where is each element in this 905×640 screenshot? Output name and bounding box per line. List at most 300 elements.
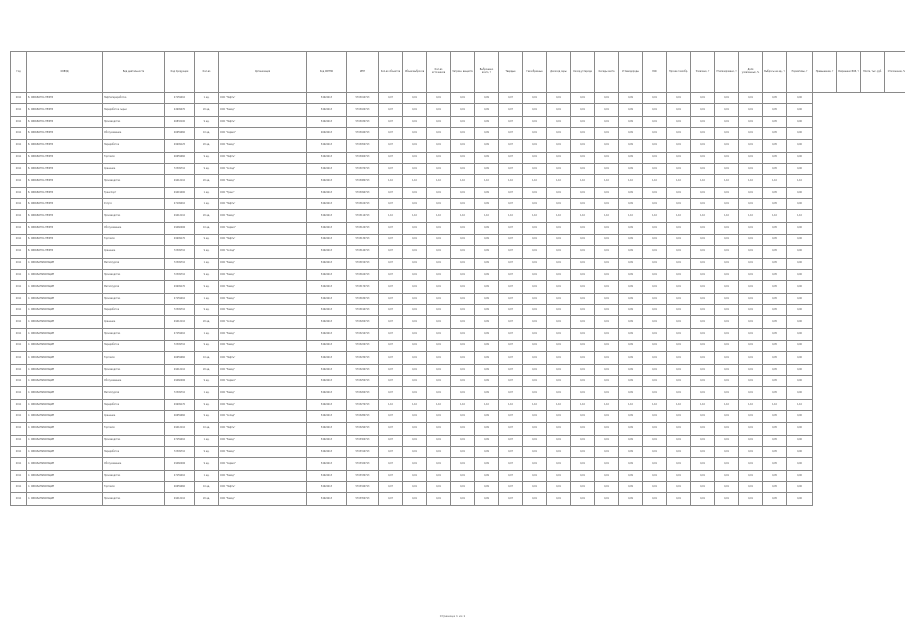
table-cell: 0,07 xyxy=(379,294,403,305)
table-cell: 0,01 xyxy=(403,446,427,457)
table-cell: ООО "Завод" xyxy=(219,446,307,457)
table-cell: 1,10 xyxy=(595,400,619,411)
table-cell: 0,01 xyxy=(571,316,595,329)
table-cell: 1,10 xyxy=(403,210,427,223)
column-header: Уловлено, т xyxy=(691,52,715,93)
table-cell: 0,09 xyxy=(619,446,643,457)
table-cell: 0,01 xyxy=(547,294,571,305)
table-row xyxy=(11,305,905,316)
table-cell: 1,10 xyxy=(715,174,739,187)
table-cell: 0,01 xyxy=(523,93,547,104)
table-cell: 5703239713 xyxy=(347,351,379,364)
table-cell: 2011 xyxy=(11,329,27,340)
table-cell: 72309710 xyxy=(165,245,195,258)
table-cell: 0,07 xyxy=(379,351,403,364)
table-cell: 0,01 xyxy=(571,376,595,387)
table-cell: 0,01 xyxy=(715,258,739,269)
table-cell: 2011 xyxy=(11,400,27,411)
table-cell: ООО "Завод" xyxy=(219,329,307,340)
table-cell: 0,01 xyxy=(451,482,475,493)
table-cell: ООО "Нефть" xyxy=(219,117,307,128)
table-cell: 1,10 xyxy=(499,174,523,187)
table-cell: 0,01 xyxy=(739,258,763,269)
table-cell: 1,10 xyxy=(475,210,499,223)
table-cell: 1,10 xyxy=(427,400,451,411)
column-header: Разрешено ВСВ, т xyxy=(837,52,861,93)
table-cell: 0,01 xyxy=(643,234,667,245)
table-cell: 0,01 xyxy=(523,470,547,481)
table-cell: 0,00 xyxy=(787,482,813,493)
table-cell: 0,01 xyxy=(739,340,763,351)
table-cell: 0,09 xyxy=(619,258,643,269)
table-cell: 0,01 xyxy=(667,139,691,152)
table-cell: 0,01 xyxy=(523,234,547,245)
table-cell: 0,01 xyxy=(547,163,571,174)
table-row xyxy=(11,422,905,435)
table-cell: 47159010 xyxy=(165,470,195,481)
table-cell: С. ОБРАБАТЫВАЮЩИЕ xyxy=(27,482,103,493)
table-cell: 49412110 xyxy=(165,174,195,187)
table-cell: 0,01 xyxy=(667,387,691,400)
table-cell: 49412110 xyxy=(165,364,195,375)
table-cell: 5703179713 xyxy=(347,281,379,294)
table-row xyxy=(11,329,905,340)
table-cell: 0,07 xyxy=(499,281,523,294)
table-cell: 54624413 xyxy=(307,457,347,470)
table-cell: 0,01 xyxy=(595,104,619,117)
table-cell: 72309710 xyxy=(165,340,195,351)
table-cell: 0,01 xyxy=(427,104,451,117)
table-cell: 0,01 xyxy=(523,187,547,198)
table-cell: 9 ед. xyxy=(195,457,219,470)
table-cell: 0,07 xyxy=(499,387,523,400)
table-cell: 0,01 xyxy=(667,163,691,174)
table-cell: 0,01 xyxy=(547,493,571,506)
table-cell: 0,01 xyxy=(691,269,715,280)
table-cell: Б. ОБРАБОТКА НЕФТИ xyxy=(27,210,103,223)
table-cell: 0,01 xyxy=(547,411,571,422)
table-cell: 5703289713 xyxy=(347,411,379,422)
table-cell: 0,09 xyxy=(619,245,643,258)
table-cell: 0,09 xyxy=(475,351,499,364)
table-cell: 0,01 xyxy=(523,199,547,210)
table-cell: 0,07 xyxy=(379,152,403,163)
table-cell: 0,01 xyxy=(571,281,595,294)
table-cell: Переработка xyxy=(103,400,165,411)
table-cell: 0,01 xyxy=(739,245,763,258)
table-row xyxy=(11,258,905,269)
table-cell: 0,01 xyxy=(595,305,619,316)
table-cell: 0,01 xyxy=(595,294,619,305)
table-cell: 0,01 xyxy=(571,187,595,198)
table-cell: 5703129713 xyxy=(347,223,379,234)
table-row xyxy=(11,482,905,493)
table-cell: ООО "Транс" xyxy=(219,187,307,198)
table-cell: ООО "Завод" xyxy=(219,294,307,305)
table-cell: 5703219713 xyxy=(347,329,379,340)
table-cell: 0,01 xyxy=(739,117,763,128)
table-cell: 0,09 xyxy=(475,376,499,387)
table-cell: 0,01 xyxy=(427,316,451,329)
table-cell: 0,01 xyxy=(715,422,739,435)
table-cell: 0,01 xyxy=(403,340,427,351)
table-cell: 0,01 xyxy=(427,128,451,139)
table-cell: 2011 xyxy=(11,139,27,152)
column-header: ОКВЭД xyxy=(27,52,103,93)
table-cell: 2011 xyxy=(11,281,27,294)
table-cell: Производство xyxy=(103,493,165,506)
table-cell: 0,01 xyxy=(427,294,451,305)
table-cell: 0,01 xyxy=(571,435,595,446)
table-cell: 1,10 xyxy=(571,174,595,187)
table-row xyxy=(11,281,905,294)
table-cell: 0,01 xyxy=(595,411,619,422)
table-cell: 5703329713 xyxy=(347,457,379,470)
table-cell: 0,05 xyxy=(763,187,787,198)
table-cell: 0,01 xyxy=(451,234,475,245)
table-cell: 0,01 xyxy=(451,269,475,280)
table-cell: 0,01 xyxy=(403,139,427,152)
table-cell: 0,00 xyxy=(787,422,813,435)
table-cell: ООО "Склад" xyxy=(219,245,307,258)
table-cell: 0,01 xyxy=(523,294,547,305)
table-cell: 5703089713 xyxy=(347,174,379,187)
table-cell: 10 ед. xyxy=(195,482,219,493)
table-cell: 1,10 xyxy=(715,400,739,411)
table-cell: 54624413 xyxy=(307,93,347,104)
table-cell: Переработка xyxy=(103,139,165,152)
table-cell: 0,01 xyxy=(451,305,475,316)
table-cell: 1,10 xyxy=(451,174,475,187)
table-cell: 0,09 xyxy=(619,93,643,104)
table-cell: Обслуживание xyxy=(103,223,165,234)
table-cell: 0,01 xyxy=(715,364,739,375)
table-cell: 0,01 xyxy=(691,187,715,198)
table-cell: 0,05 xyxy=(763,316,787,329)
table-cell: 0,01 xyxy=(427,258,451,269)
table-cell: 0,01 xyxy=(691,470,715,481)
table-cell: 0,00 xyxy=(787,245,813,258)
table-cell: 0,01 xyxy=(523,117,547,128)
table-cell: 0,01 xyxy=(547,422,571,435)
table-cell: 1,10 xyxy=(403,174,427,187)
table-cell: 0,01 xyxy=(643,435,667,446)
table-cell: 0,01 xyxy=(595,329,619,340)
table-cell: 0,01 xyxy=(523,104,547,117)
table-cell: 2011 xyxy=(11,493,27,506)
column-header: ЛОС xyxy=(643,52,667,93)
table-cell: 0,01 xyxy=(403,351,427,364)
table-cell: 46659960 xyxy=(165,351,195,364)
table-cell: 0,09 xyxy=(619,199,643,210)
table-cell: С. ОБРАБАТЫВАЮЩИЕ xyxy=(27,294,103,305)
table-cell: 0,01 xyxy=(667,446,691,457)
table-cell: 5703309713 xyxy=(347,435,379,446)
table-cell: 0,09 xyxy=(475,245,499,258)
table-cell: 0,01 xyxy=(739,316,763,329)
table-row xyxy=(11,435,905,446)
table-cell: 0,01 xyxy=(691,422,715,435)
table-cell: 5703229713 xyxy=(347,340,379,351)
column-header: Нормативы, т xyxy=(787,52,813,93)
table-cell: 0,01 xyxy=(643,104,667,117)
table-cell: С. ОБРАБАТЫВАЮЩИЕ xyxy=(27,329,103,340)
table-cell: 0,09 xyxy=(619,294,643,305)
table-cell: 0,01 xyxy=(571,269,595,280)
table-cell: ООО "Завод" xyxy=(219,305,307,316)
table-cell: 0,01 xyxy=(715,269,739,280)
table-cell: 0,01 xyxy=(451,422,475,435)
table-cell: 0,01 xyxy=(643,269,667,280)
table-cell: С. ОБРАБАТЫВАЮЩИЕ xyxy=(27,305,103,316)
table-cell: 0,05 xyxy=(763,351,787,364)
table-cell: С. ОБРАБАТЫВАЮЩИЕ xyxy=(27,435,103,446)
table-cell: 54624413 xyxy=(307,174,347,187)
table-cell: 0,01 xyxy=(595,245,619,258)
table-cell: 0,01 xyxy=(715,104,739,117)
table-cell: 0,01 xyxy=(451,364,475,375)
table-cell: 0,07 xyxy=(499,364,523,375)
table-cell: 0,01 xyxy=(715,187,739,198)
table-cell: 0,01 xyxy=(691,199,715,210)
table-cell: 0,01 xyxy=(667,457,691,470)
table-cell: 0,09 xyxy=(475,104,499,117)
data-table xyxy=(10,51,905,506)
table-cell: 0,01 xyxy=(643,493,667,506)
table-cell: 0,01 xyxy=(691,128,715,139)
table-cell: ООО "Завод" xyxy=(219,139,307,152)
table-cell: 0,01 xyxy=(451,245,475,258)
table-cell: 0,09 xyxy=(619,482,643,493)
table-cell: ООО "Сервис" xyxy=(219,223,307,234)
table-cell: 0,07 xyxy=(379,457,403,470)
table-cell: 1,10 xyxy=(619,174,643,187)
table-cell: 5703139713 xyxy=(347,234,379,245)
table-cell: 47159010 xyxy=(165,329,195,340)
table-cell: 1,10 xyxy=(475,174,499,187)
table-cell: 0,01 xyxy=(571,199,595,210)
table-cell: 0,01 xyxy=(427,139,451,152)
table-cell: 0,01 xyxy=(547,199,571,210)
table-cell: 0,01 xyxy=(571,364,595,375)
table-row xyxy=(11,376,905,387)
table-cell: 2011 xyxy=(11,258,27,269)
table-cell: С. ОБРАБАТЫВАЮЩИЕ xyxy=(27,364,103,375)
table-cell: 0,07 xyxy=(499,351,523,364)
table-cell: 0,07 xyxy=(379,376,403,387)
table-cell: 0,00 xyxy=(787,364,813,375)
table-cell: 2011 xyxy=(11,269,27,280)
table-cell: 0,00 xyxy=(787,152,813,163)
table-cell: 0,01 xyxy=(643,305,667,316)
table-cell: 20 ед. xyxy=(195,139,219,152)
column-header: Твердые xyxy=(499,52,523,93)
table-cell: 0,05 xyxy=(763,199,787,210)
table-cell: 0,01 xyxy=(643,294,667,305)
table-row xyxy=(11,316,905,329)
column-header: Прочие газообр. xyxy=(667,52,691,93)
table-cell: 0,09 xyxy=(475,294,499,305)
table-cell: 0,01 xyxy=(739,187,763,198)
table-cell: 0,07 xyxy=(379,316,403,329)
table-cell: 0,01 xyxy=(403,117,427,128)
table-cell: 0,01 xyxy=(547,435,571,446)
table-cell: 1,10 xyxy=(523,210,547,223)
table-cell: С. ОБРАБАТЫВАЮЩИЕ xyxy=(27,376,103,387)
table-cell: 0,09 xyxy=(619,411,643,422)
table-cell: 29460006 xyxy=(165,457,195,470)
table-cell: 0,01 xyxy=(547,139,571,152)
table-cell: 54624413 xyxy=(307,210,347,223)
table-cell: 2011 xyxy=(11,446,27,457)
table-cell: 0,09 xyxy=(475,128,499,139)
table-cell: 1,10 xyxy=(499,210,523,223)
table-cell: 0,00 xyxy=(787,187,813,198)
table-cell: 0,01 xyxy=(667,316,691,329)
table-cell: 0,01 xyxy=(547,329,571,340)
table-cell: 0,01 xyxy=(691,376,715,387)
table-cell: 0,09 xyxy=(475,234,499,245)
table-cell: С. ОБРАБАТЫВАЮЩИЕ xyxy=(27,258,103,269)
table-cell: 54624413 xyxy=(307,258,347,269)
table-cell: 0,01 xyxy=(427,281,451,294)
table-cell: Б. ОБРАБОТКА НЕФТИ xyxy=(27,187,103,198)
table-cell: 2011 xyxy=(11,376,27,387)
table-row xyxy=(11,457,905,470)
table-cell: 2011 xyxy=(11,422,27,435)
table-cell: 0,01 xyxy=(595,152,619,163)
table-cell: 0,05 xyxy=(763,457,787,470)
table-cell: 0,01 xyxy=(739,93,763,104)
table-cell: 0,09 xyxy=(619,364,643,375)
table-cell: 0,01 xyxy=(691,387,715,400)
table-cell: 54624413 xyxy=(307,245,347,258)
table-cell: 0,01 xyxy=(715,457,739,470)
table-cell: 0,00 xyxy=(787,329,813,340)
table-cell: 0,01 xyxy=(427,163,451,174)
table-cell: 0,01 xyxy=(715,305,739,316)
table-cell: 0,00 xyxy=(787,117,813,128)
column-header: Объем выбросов xyxy=(403,52,427,93)
table-cell: 2011 xyxy=(11,93,27,104)
table-cell: 1,10 xyxy=(523,174,547,187)
table-cell: 0,01 xyxy=(571,493,595,506)
table-cell: 0,01 xyxy=(595,387,619,400)
table-cell: 2011 xyxy=(11,316,27,329)
table-cell: С. ОБРАБАТЫВАЮЩИЕ xyxy=(27,340,103,351)
table-cell: 0,00 xyxy=(787,93,813,104)
table-cell: 0,01 xyxy=(715,281,739,294)
table-cell: 0,07 xyxy=(499,234,523,245)
table-cell: 9 ед. xyxy=(195,281,219,294)
table-cell: 0,07 xyxy=(499,223,523,234)
table-cell: 0,01 xyxy=(691,258,715,269)
table-cell: 0,01 xyxy=(667,245,691,258)
table-cell: 0,09 xyxy=(619,104,643,117)
table-row xyxy=(11,93,905,104)
table-cell: 0,01 xyxy=(571,329,595,340)
table-cell: 0,01 xyxy=(451,493,475,506)
table-header-row xyxy=(11,52,905,93)
table-cell: 0,01 xyxy=(523,376,547,387)
table-cell: ООО "Сервис" xyxy=(219,457,307,470)
table-row xyxy=(11,245,905,258)
table-cell: 0,05 xyxy=(763,376,787,387)
table-cell: 0,01 xyxy=(403,163,427,174)
table-cell: 0,09 xyxy=(619,340,643,351)
table-cell: 0,01 xyxy=(523,245,547,258)
table-cell: 0,01 xyxy=(547,470,571,481)
table-cell: 0,01 xyxy=(667,152,691,163)
table-cell: 0,01 xyxy=(451,351,475,364)
table-cell: 0,00 xyxy=(787,223,813,234)
table-cell: 0,01 xyxy=(403,294,427,305)
column-header: Отклонение, % xyxy=(885,52,905,93)
table-cell: 49999170 xyxy=(165,400,195,411)
table-row xyxy=(11,234,905,245)
column-header: Кол-во источников xyxy=(427,52,451,93)
table-cell: 0,01 xyxy=(403,482,427,493)
table-cell: 0,01 xyxy=(571,482,595,493)
table-cell: Б. ОБРАБОТКА НЕФТИ xyxy=(27,152,103,163)
table-cell: 1,10 xyxy=(763,174,787,187)
table-row xyxy=(11,128,905,139)
table-cell: 1,10 xyxy=(403,400,427,411)
table-cell: 0,09 xyxy=(475,223,499,234)
table-cell: Металлургия xyxy=(103,281,165,294)
table-cell: 0,01 xyxy=(691,281,715,294)
table-cell: 47199010 xyxy=(165,199,195,210)
table-cell: 0,01 xyxy=(523,457,547,470)
table-cell: 5703349713 xyxy=(347,482,379,493)
table-cell: 0,01 xyxy=(667,93,691,104)
table-cell: 0,07 xyxy=(499,128,523,139)
table-cell: 1,10 xyxy=(691,400,715,411)
table-cell: 1,10 xyxy=(427,174,451,187)
table-cell: 0,01 xyxy=(643,340,667,351)
table-cell: Торговля xyxy=(103,482,165,493)
table-cell: 0,01 xyxy=(595,187,619,198)
table-cell: 0,00 xyxy=(787,411,813,422)
table-cell: 0,01 xyxy=(667,223,691,234)
table-cell: 0,07 xyxy=(379,199,403,210)
table-cell: 0,01 xyxy=(427,446,451,457)
table-cell: 0,01 xyxy=(403,269,427,280)
table-cell: 54624413 xyxy=(307,446,347,457)
table-cell: 0,01 xyxy=(451,163,475,174)
table-cell: 0,01 xyxy=(427,351,451,364)
table-cell: 0,01 xyxy=(427,435,451,446)
table-cell: 9 ед. xyxy=(195,269,219,280)
table-row xyxy=(11,470,905,481)
table-cell: 0,01 xyxy=(451,187,475,198)
table-cell: 2011 xyxy=(11,174,27,187)
table-cell: 0,01 xyxy=(523,411,547,422)
table-cell: 0,01 xyxy=(691,163,715,174)
table-row xyxy=(11,294,905,305)
table-cell: 0,07 xyxy=(499,139,523,152)
table-cell: 46624413 xyxy=(307,128,347,139)
column-header: Превышение, т xyxy=(813,52,837,93)
table-cell: 72309710 xyxy=(165,387,195,400)
table-cell: 0,00 xyxy=(787,470,813,481)
table-cell: 0,00 xyxy=(787,281,813,294)
table-cell: 1 ед. xyxy=(195,294,219,305)
table-cell: 0,01 xyxy=(739,199,763,210)
table-cell: 1,10 xyxy=(547,400,571,411)
table-cell: 0,01 xyxy=(403,93,427,104)
table-cell: 20 ед. xyxy=(195,316,219,329)
